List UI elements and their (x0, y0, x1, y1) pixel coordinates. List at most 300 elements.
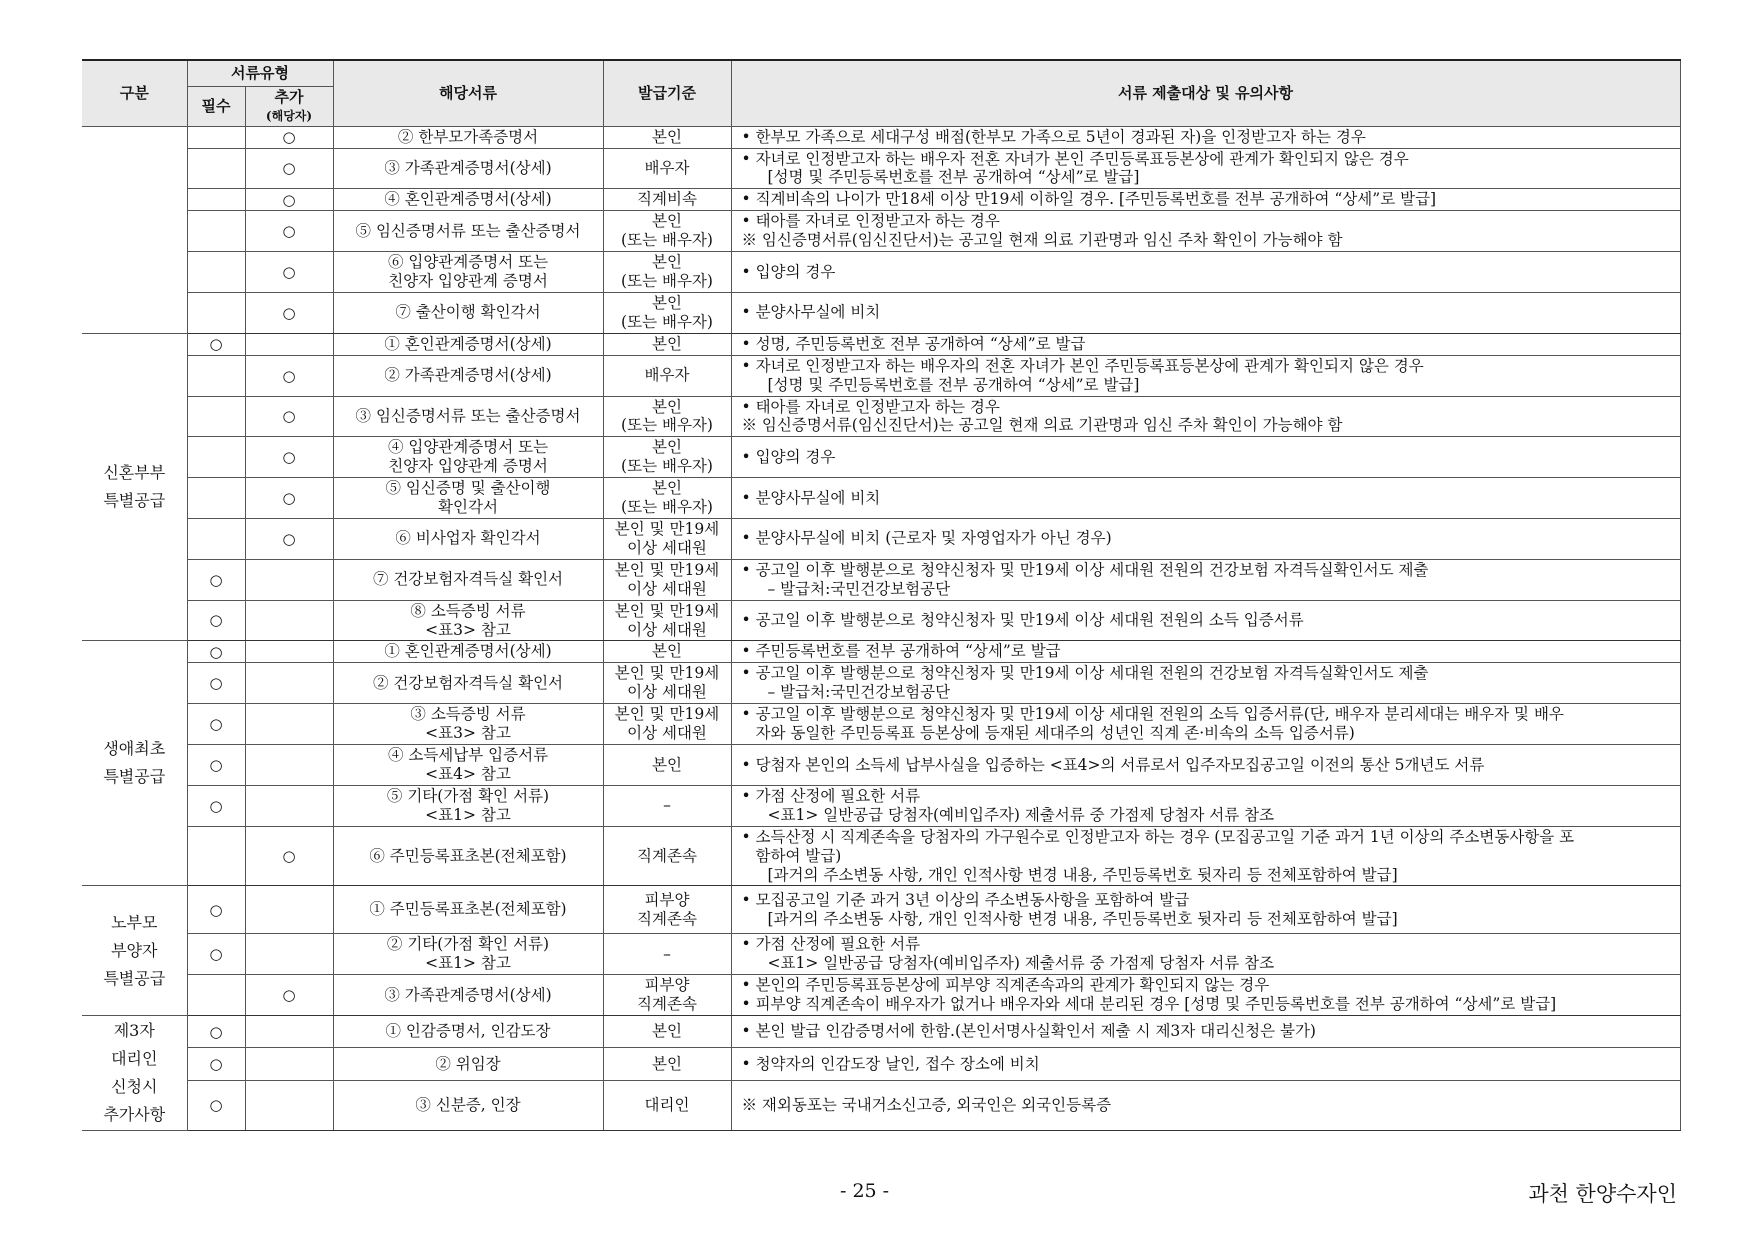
document-name (333, 1080, 603, 1130)
document-name-line: ⑥ 비사업자 확인각서 (395, 529, 541, 548)
notes-cell (731, 126, 1680, 148)
note-line: 함하여 발급) (755, 846, 842, 865)
extra-mark-cell (245, 396, 333, 437)
extra-mark-cell (245, 355, 333, 396)
table-body (82, 126, 1680, 1131)
issue-standard (603, 292, 731, 333)
notes-cell (731, 785, 1680, 826)
circle-mark: ○ (282, 407, 296, 426)
extra-mark-cell (245, 292, 333, 333)
notes-cell (731, 1080, 1680, 1130)
document-name-line: <표1> 참고 (425, 954, 511, 973)
document-name (333, 355, 603, 396)
issue-standard (603, 600, 731, 641)
extra-mark-cell (245, 826, 333, 886)
document-name (333, 600, 603, 641)
header-extra (245, 86, 333, 126)
document-name (333, 189, 603, 211)
table-row (82, 478, 1680, 519)
document-name-line: <표3> 참고 (425, 724, 511, 743)
issue-standard (603, 333, 731, 355)
page-number: - 25 - (840, 1180, 890, 1202)
notes-cell (731, 886, 1680, 934)
notes-cell (731, 437, 1680, 478)
required-mark-cell (187, 1080, 245, 1130)
category-label: 노부모 (111, 912, 158, 932)
required-mark-cell (187, 333, 245, 355)
issue-standard-line: 배우자 (644, 366, 690, 385)
category-label: 대리인 (111, 1049, 158, 1069)
extra-mark-cell (245, 975, 333, 1016)
circle-mark: ○ (209, 570, 223, 589)
extra-mark-cell (245, 333, 333, 355)
notes-cell (731, 396, 1680, 437)
issue-standard (603, 641, 731, 663)
circle-mark: ○ (209, 674, 223, 693)
issue-standard-line: 피부양 (644, 976, 690, 995)
issue-standard-line: 본인 및 만19세 (614, 560, 720, 579)
issue-standard-line: 직계존속 (637, 846, 697, 865)
extra-mark-cell (245, 559, 333, 600)
notes-cell (731, 745, 1680, 786)
document-name-line: <표4> 참고 (425, 764, 511, 783)
category-label: 특별공급 (103, 491, 166, 511)
note-line: • 피부양 직계존속이 배우자가 없거나 배우자와 세대 분리된 경우 [성명 및 주민등록번호를 전부 공개하여 “상세”로 발급] (741, 995, 1557, 1014)
document-name-line: ⑤ 임신증명서류 또는 출산증명서 (355, 221, 581, 240)
notes-cell (731, 148, 1680, 189)
document-name (333, 252, 603, 293)
table-row (82, 126, 1680, 148)
required-mark-cell (187, 1048, 245, 1080)
issue-standard (603, 975, 731, 1016)
category-label: 제3자 (113, 1021, 155, 1041)
note-line: • 태아를 자녀로 인정받고자 하는 경우 (741, 212, 1000, 231)
note-line: <표1> 일반공급 당첨자(예비입주자) 제출서류 중 가점제 당첨자 서류 참조 (767, 805, 1275, 824)
extra-mark-cell (245, 478, 333, 519)
issue-standard-line: 직계비속 (637, 190, 697, 209)
header-doc-type: 서류유형 (187, 60, 333, 86)
document-name-line: ① 혼인관계증명서(상세) (384, 334, 552, 353)
issue-standard-line: 대리인 (644, 1096, 690, 1114)
issue-standard-line: 본인 (652, 397, 682, 416)
notes-cell (731, 663, 1680, 704)
document-name (333, 745, 603, 786)
issue-standard (603, 126, 731, 148)
document-name (333, 519, 603, 560)
issue-standard (603, 934, 731, 975)
circle-mark: ○ (209, 900, 223, 919)
circle-mark: ○ (209, 945, 223, 964)
notes-cell (731, 641, 1680, 663)
table-row (82, 148, 1680, 189)
document-name (333, 704, 603, 745)
issue-standard (603, 745, 731, 786)
issue-standard (603, 478, 731, 519)
note-line: • 공고일 이후 발행분으로 청약신청자 및 만19세 이상 세대원 전원의 소득 입증서류 (741, 611, 1304, 630)
note-line: <표1> 일반공급 당첨자(예비입주자) 제출서류 중 가점제 당첨자 서류 참조 (767, 954, 1275, 973)
issue-standard-line: 이상 세대원 (627, 724, 707, 743)
document-name (333, 126, 603, 148)
document-name-line: ③ 소득증빙 서류 (410, 705, 526, 724)
document-name (333, 148, 603, 189)
issue-standard (603, 148, 731, 189)
required-mark-cell (187, 437, 245, 478)
required-mark-cell (187, 785, 245, 826)
circle-mark: ○ (209, 642, 223, 661)
category-label: 부양자 (111, 940, 158, 960)
issue-standard-line: 본인 (652, 755, 682, 774)
notes-cell (731, 975, 1680, 1016)
required-documents-table (82, 59, 1681, 1131)
issue-standard-line: 본인 및 만19세 (614, 664, 720, 683)
table-row (82, 886, 1680, 934)
document-name (333, 333, 603, 355)
issue-standard (603, 437, 731, 478)
document-name (333, 396, 603, 437)
note-line: • 성명, 주민등록번호 전부 공개하여 “상세”로 발급 (741, 334, 1086, 353)
notes-cell (731, 1016, 1680, 1048)
document-name (333, 785, 603, 826)
note-line: • 공고일 이후 발행분으로 청약신청자 및 만19세 이상 세대원 전원의 건강보험 자격득실확인서도 제출 (741, 560, 1429, 579)
table-row (82, 1016, 1680, 1048)
document-name (333, 641, 603, 663)
document-name-line: ⑦ 건강보험자격득실 확인서 (372, 570, 564, 589)
document-name-line: ② 기타(가점 확인 서류) (386, 935, 550, 954)
document-name-line: ⑥ 주민등록표초본(전체포함) (369, 846, 567, 865)
circle-mark: ○ (282, 159, 296, 178)
table-row (82, 934, 1680, 975)
document-name-line: ① 인감증명서, 인감도장 (385, 1022, 551, 1041)
header-notes: 서류 제출대상 및 유의사항 (731, 60, 1680, 126)
issue-standard (603, 396, 731, 437)
extra-mark-cell (245, 785, 333, 826)
issue-standard (603, 1016, 731, 1048)
table-row (82, 1048, 1680, 1080)
notes-cell (731, 826, 1680, 886)
note-line: ※ 재외동포는 국내거소신고증, 외국인은 외국인등록증 (741, 1096, 1112, 1114)
required-mark-cell (187, 189, 245, 211)
circle-mark: ○ (282, 262, 296, 281)
note-line: • 입양의 경우 (741, 447, 836, 466)
issue-standard (603, 785, 731, 826)
category-label: 신혼부부 (103, 463, 166, 483)
required-mark-cell (187, 641, 245, 663)
extra-mark-cell (245, 437, 333, 478)
required-mark-cell (187, 886, 245, 934)
required-mark-cell (187, 1016, 245, 1048)
document-name (333, 211, 603, 252)
circle-mark: ○ (209, 1055, 223, 1074)
document-name (333, 826, 603, 886)
note-line: ※ 임신증명서류(임신진단서)는 공고일 현재 의료 기관명과 임신 주차 확인이 가능해야 함 (741, 231, 1343, 250)
notes-cell (731, 292, 1680, 333)
extra-mark-cell (245, 189, 333, 211)
document-name (333, 663, 603, 704)
issue-standard-line: 이상 세대원 (627, 683, 707, 702)
circle-mark: ○ (209, 755, 223, 774)
notes-cell (731, 1048, 1680, 1080)
table-row (82, 704, 1680, 745)
issue-standard-line: 본인 (652, 642, 682, 661)
issue-standard (603, 519, 731, 560)
document-name (333, 292, 603, 333)
note-line: • 본인의 주민등록표등본상에 피부양 직계존속과의 관계가 확인되지 않는 경우 (741, 976, 1270, 995)
table-row (82, 826, 1680, 886)
issue-standard-line: 본인 (652, 293, 682, 312)
issue-standard (603, 355, 731, 396)
notes-cell (731, 355, 1680, 396)
category-cell (82, 886, 187, 1016)
issue-standard-line: 본인 (652, 212, 682, 231)
note-line: [과거의 주소변동 사항, 개인 인적사항 변경 내용, 주민등록번호 뒷자리 등 전체포함하여 발급] (767, 865, 1398, 884)
circle-mark: ○ (282, 488, 296, 507)
issue-standard (603, 663, 731, 704)
header-issue-standard: 발급기준 (603, 60, 731, 126)
table-row (82, 396, 1680, 437)
document-name-line: <표1> 참고 (425, 805, 511, 824)
issue-standard (603, 559, 731, 600)
required-mark-cell (187, 292, 245, 333)
category-label: 특별공급 (103, 968, 166, 988)
header-required: 필수 (187, 86, 245, 126)
category-cell (82, 641, 187, 886)
notes-cell (731, 189, 1680, 211)
document-name-line: ③ 신분증, 인장 (415, 1096, 521, 1114)
table-row (82, 333, 1680, 355)
table-row (82, 189, 1680, 211)
document-name-line: ② 가족관계증명서(상세) (384, 366, 552, 385)
issue-standard-line: 본인 및 만19세 (614, 601, 720, 620)
required-mark-cell (187, 148, 245, 189)
required-mark-cell (187, 355, 245, 396)
issue-standard (603, 189, 731, 211)
table-row (82, 252, 1680, 293)
note-line: • 당첨자 본인의 소득세 납부사실을 입증하는 <표4>의 서류로서 입주자모집공고일 이전의 통산 5개년도 서류 (741, 755, 1485, 774)
note-line: • 한부모 가족으로 세대구성 배점(한부모 가족으로 5년이 경과된 자)을 인정받고자 하는 경우 (741, 127, 1366, 146)
table-row (82, 641, 1680, 663)
circle-mark: ○ (282, 303, 296, 322)
issue-standard-line: (또는 배우자) (621, 457, 713, 476)
table-row (82, 745, 1680, 786)
extra-mark-cell (245, 1080, 333, 1130)
issue-standard-line: 본인 및 만19세 (614, 520, 720, 538)
issue-standard (603, 211, 731, 252)
required-mark-cell (187, 975, 245, 1016)
category-cell (82, 333, 187, 641)
notes-cell (731, 519, 1680, 560)
issue-standard-line: 이상 세대원 (627, 538, 707, 557)
issue-standard-line: – (663, 796, 671, 815)
note-line: • 분양사무실에 비치 (근로자 및 자영업자가 아닌 경우) (741, 529, 1112, 548)
table-row (82, 437, 1680, 478)
note-line: • 소득산정 시 직계존속을 당첨자의 가구원수로 인정받고자 하는 경우 (모집공고일 기준 과거 1년 이상의 주소변동사항을 포 (741, 827, 1575, 846)
document-name-line: ③ 가족관계증명서(상세) (384, 158, 552, 177)
header-document: 해당서류 (333, 60, 603, 126)
notes-cell (731, 478, 1680, 519)
document-name (333, 1016, 603, 1048)
header-extra-label: 추가 (274, 87, 304, 106)
document-name-line: ② 위임장 (435, 1054, 501, 1073)
note-line: [성명 및 주민등록번호를 전부 공개하여 “상세”로 발급] (767, 168, 1140, 187)
issue-standard (603, 252, 731, 293)
required-mark-cell (187, 519, 245, 560)
table-row (82, 600, 1680, 641)
table-row (82, 292, 1680, 333)
extra-mark-cell (245, 148, 333, 189)
issue-standard-line: 본인 (652, 127, 682, 146)
issue-standard-line: (또는 배우자) (621, 231, 713, 250)
document-name-line: 친양자 입양관계 증명서 (388, 457, 548, 476)
extra-mark-cell (245, 886, 333, 934)
document-name-line: ⑤ 기타(가점 확인 서류) (386, 786, 550, 805)
extra-mark-cell (245, 211, 333, 252)
note-line: [성명 및 주민등록번호를 전부 공개하여 “상세”로 발급] (767, 375, 1140, 394)
issue-standard-line: 본인 (652, 1022, 682, 1041)
required-mark-cell (187, 934, 245, 975)
document-name-line: <표3> 참고 (425, 620, 511, 639)
note-line: • 자녀로 인정받고자 하는 배우자 전혼 자녀가 본인 주민등록표등본상에 관계가 확인되지 않은 경우 (741, 149, 1409, 168)
note-line: • 모집공고일 기준 과거 3년 이상의 주소변동사항을 포함하여 발급 (741, 891, 1190, 909)
issue-standard-line: (또는 배우자) (621, 416, 713, 435)
extra-mark-cell (245, 600, 333, 641)
category-cell (82, 126, 187, 333)
note-line: [과거의 주소변동 사항, 개인 인적사항 변경 내용, 주민등록번호 뒷자리 등 전체포함하여 발급] (767, 909, 1398, 928)
table-row (82, 975, 1680, 1016)
notes-cell (731, 252, 1680, 293)
note-line: – 발급처:국민건강보험공단 (767, 579, 951, 598)
table-row (82, 211, 1680, 252)
extra-mark-cell (245, 934, 333, 975)
circle-mark: ○ (282, 985, 296, 1004)
required-mark-cell (187, 745, 245, 786)
circle-mark: ○ (282, 222, 296, 241)
category-label: 생애최초 (103, 739, 166, 759)
circle-mark: ○ (209, 335, 223, 354)
notes-cell (731, 211, 1680, 252)
extra-mark-cell (245, 252, 333, 293)
issue-standard-line: (또는 배우자) (621, 498, 713, 517)
extra-mark-cell (245, 663, 333, 704)
document-name-line: ② 한부모가족증명서 (397, 127, 539, 146)
required-mark-cell (187, 826, 245, 886)
issue-standard-line: – (663, 944, 671, 963)
note-line: • 공고일 이후 발행분으로 청약신청자 및 만19세 이상 세대원 전원의 소득 입증서류(단, 배우자 분리세대는 배우자 및 배우 (741, 705, 1564, 724)
circle-mark: ○ (209, 1022, 223, 1041)
document-name-line: ⑥ 입양관계증명서 또는 (387, 253, 549, 272)
circle-mark: ○ (282, 448, 296, 467)
note-line: 자와 동일한 주민등록표 등본상에 등재된 세대주의 성년인 직계 존·비속의 소득 입증서류) (755, 724, 1355, 743)
document-name-line: ④ 소득세납부 입증서류 (387, 746, 549, 765)
header-extra-sub: (해당자) (265, 109, 313, 123)
circle-mark: ○ (209, 796, 223, 815)
document-name (333, 1048, 603, 1080)
category-cell (82, 1016, 187, 1131)
extra-mark-cell (245, 745, 333, 786)
table-row (82, 355, 1680, 396)
document-name-line: ⑤ 임신증명 및 출산이행 (385, 479, 551, 498)
table-row (82, 519, 1680, 560)
category-label: 특별공급 (103, 767, 166, 787)
note-line: • 태아를 자녀로 인정받고자 하는 경우 (741, 397, 1000, 416)
table-row (82, 785, 1680, 826)
required-mark-cell (187, 704, 245, 745)
extra-mark-cell (245, 126, 333, 148)
note-line: • 직계비속의 나이가 만18세 이상 만19세 이하일 경우. [주민등록번호를 전부 공개하여 “상세”로 발급] (741, 190, 1437, 209)
header-gubun: 구분 (82, 60, 187, 126)
extra-mark-cell (245, 519, 333, 560)
issue-standard-line: 본인 (652, 479, 682, 498)
issue-standard-line: 본인 (652, 438, 682, 457)
note-line: • 본인 발급 인감증명서에 한함.(본인서명사실확인서 제출 시 제3자 대리신청은 불가) (741, 1022, 1316, 1041)
document-name-line: 친양자 입양관계 증명서 (388, 272, 548, 291)
issue-standard (603, 1080, 731, 1130)
note-line: • 주민등록번호를 전부 공개하여 “상세”로 발급 (741, 642, 1061, 661)
note-line: • 청약자의 인감도장 날인, 접수 장소에 비치 (741, 1054, 1040, 1073)
required-mark-cell (187, 252, 245, 293)
table-row (82, 663, 1680, 704)
circle-mark: ○ (209, 1096, 223, 1115)
note-line: • 분양사무실에 비치 (741, 488, 881, 507)
issue-standard-line: (또는 배우자) (621, 272, 713, 291)
notes-cell (731, 333, 1680, 355)
document-name (333, 934, 603, 975)
issue-standard (603, 886, 731, 934)
circle-mark: ○ (282, 366, 296, 385)
notes-cell (731, 704, 1680, 745)
circle-mark: ○ (282, 190, 296, 209)
notes-cell (731, 559, 1680, 600)
notes-cell (731, 934, 1680, 975)
table-row (82, 1080, 1680, 1130)
circle-mark: ○ (282, 529, 296, 548)
required-mark-cell (187, 211, 245, 252)
circle-mark: ○ (282, 127, 296, 146)
document-name-line: ① 주민등록표초본(전체포함) (369, 900, 567, 919)
extra-mark-cell (245, 1048, 333, 1080)
issue-standard-line: 직계존속 (637, 995, 697, 1014)
document-name-line: ③ 가족관계증명서(상세) (384, 985, 552, 1004)
issue-standard-line: 이상 세대원 (627, 620, 707, 639)
category-label: 신청시 (111, 1077, 158, 1097)
document-name-line: 확인각서 (438, 498, 498, 517)
issue-standard (603, 704, 731, 745)
category-label: 추가사항 (103, 1105, 166, 1125)
issue-standard-line: 본인 및 만19세 (614, 705, 720, 724)
issue-standard-line: 본인 (652, 253, 682, 272)
issue-standard-line: 본인 (652, 1054, 682, 1073)
required-mark-cell (187, 663, 245, 704)
document-name-line: ③ 임신증명서류 또는 출산증명서 (355, 407, 581, 426)
note-line: • 공고일 이후 발행분으로 청약신청자 및 만19세 이상 세대원 전원의 건강보험 자격득실확인서도 제출 (741, 664, 1429, 683)
document-name-line: ④ 혼인관계증명서(상세) (384, 190, 552, 209)
required-mark-cell (187, 126, 245, 148)
document-name (333, 559, 603, 600)
required-mark-cell (187, 559, 245, 600)
note-line: • 가점 산정에 필요한 서류 (741, 786, 921, 805)
document-name-line: ⑦ 출산이행 확인각서 (395, 303, 541, 322)
circle-mark: ○ (282, 846, 296, 865)
note-line: ※ 임신증명서류(임신진단서)는 공고일 현재 의료 기관명과 임신 주차 확인이 가능해야 함 (741, 416, 1343, 435)
notes-cell (731, 600, 1680, 641)
document-name (333, 975, 603, 1016)
note-line: • 자녀로 인정받고자 하는 배우자의 전혼 자녀가 본인 주민등록표등본상에 관계가 확인되지 않은 경우 (741, 356, 1424, 375)
note-line: • 가점 산정에 필요한 서류 (741, 935, 921, 954)
project-name: 과천 한양수자인 (1528, 1182, 1677, 1206)
document-name (333, 478, 603, 519)
issue-standard (603, 826, 731, 886)
extra-mark-cell (245, 704, 333, 745)
note-line: • 분양사무실에 비치 (741, 303, 881, 322)
